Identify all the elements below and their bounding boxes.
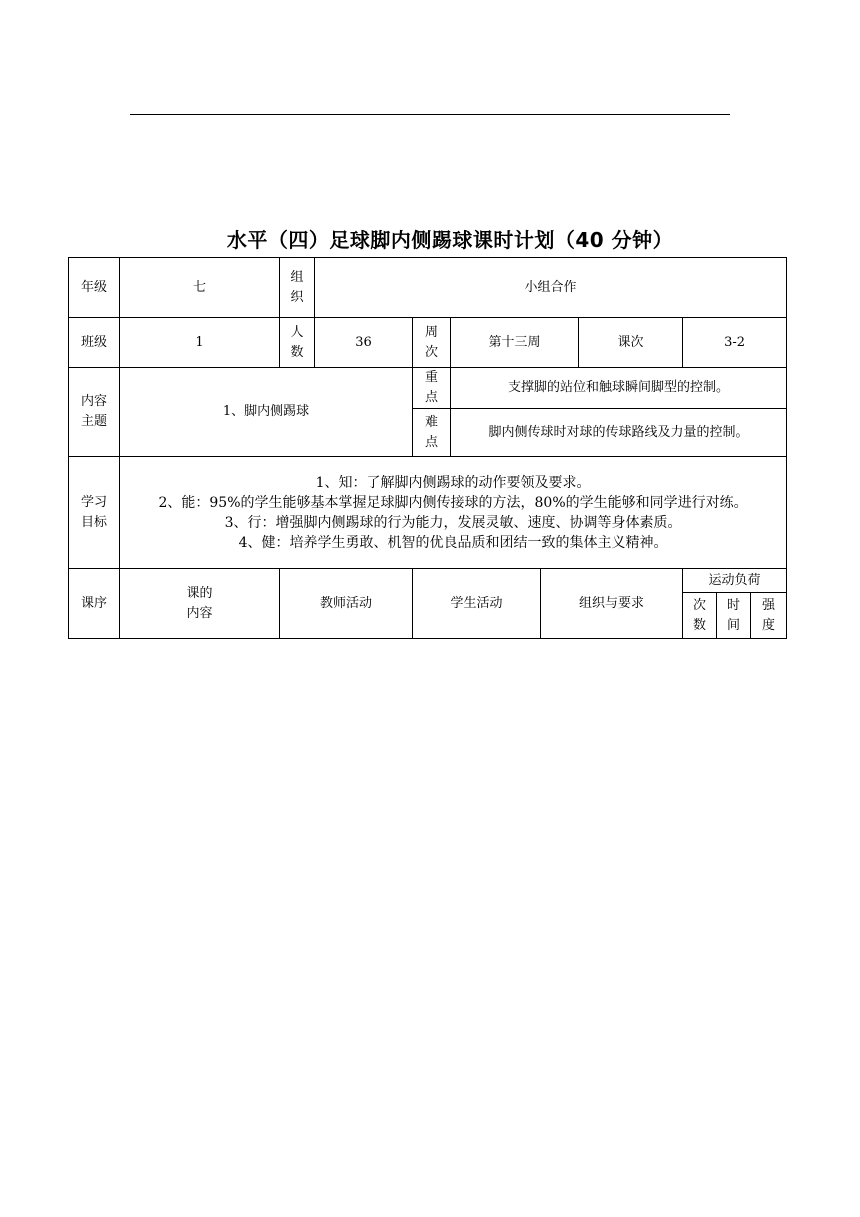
header-student-activity: 学生活动 — [413, 569, 541, 639]
lesson-plan-table — [68, 257, 787, 639]
table-row-goals — [69, 457, 787, 569]
student-count-label: 人 数 — [280, 318, 315, 368]
header-content: 课的 内容 — [120, 569, 280, 639]
table-row-grade — [69, 258, 787, 318]
goals-list — [120, 457, 787, 569]
week-label: 周 次 — [413, 318, 451, 368]
goal-item: 3、行：增强脚内侧踢球的行为能力，发展灵敏、速度、协调等身体素质。 — [224, 514, 682, 531]
organization-value: 小组合作 — [315, 258, 787, 318]
grade-value: 七 — [120, 258, 280, 318]
header-intensity: 强 度 — [751, 593, 787, 639]
table-row-class — [69, 318, 787, 368]
topic-label: 内容 主题 — [69, 368, 120, 457]
header-organization: 组织与要求 — [541, 569, 683, 639]
difficulty-label: 难 点 — [413, 409, 451, 457]
organization-label: 组 织 — [280, 258, 315, 318]
week-value: 第十三周 — [451, 318, 579, 368]
grade-label: 年级 — [69, 258, 120, 318]
header-rule — [130, 114, 730, 115]
key-point-label: 重 点 — [413, 368, 451, 409]
table-row-header — [69, 569, 787, 593]
goal-item: 2、能：95%的学生能够基本掌握足球脚内侧传接球的方法，80%的学生能够和同学进行对练。 — [158, 494, 748, 511]
lesson-number-label: 课次 — [579, 318, 683, 368]
header-order: 课序 — [69, 569, 120, 639]
goal-item: 4、健：培养学生勇敢、机智的优良品质和团结一致的集体主义精神。 — [238, 534, 668, 551]
table-row-topic — [69, 368, 787, 409]
goal-item: 1、知：了解脚内侧踢球的动作要领及要求。 — [315, 474, 591, 491]
goals-label: 学习 目标 — [69, 457, 120, 569]
document-title: 水平（四）足球脚内侧踢球课时计划（40 分钟） — [226, 228, 674, 252]
difficulty-value: 脚内侧传球时对球的传球路线及力量的控制。 — [451, 409, 787, 457]
header-teacher-activity: 教师活动 — [280, 569, 413, 639]
class-label: 班级 — [69, 318, 120, 368]
header-exercise-load: 运动负荷 — [683, 569, 787, 593]
class-value: 1 — [120, 318, 280, 368]
header-duration: 时 间 — [717, 593, 751, 639]
header-times: 次 数 — [683, 593, 717, 639]
key-point-value: 支撑脚的站位和触球瞬间脚型的控制。 — [451, 368, 787, 409]
student-count-value: 36 — [315, 318, 413, 368]
lesson-number-value: 3-2 — [683, 318, 787, 368]
topic-value: 1、脚内侧踢球 — [120, 368, 413, 457]
